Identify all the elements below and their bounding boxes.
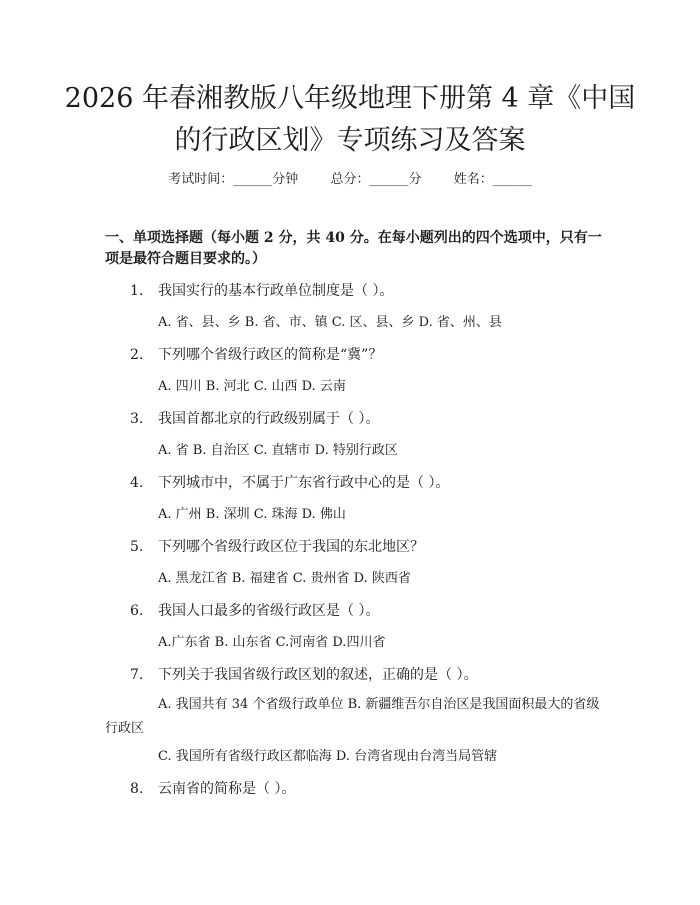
question-2-options: A. 四川 B. 河北 C. 山西 D. 云南 bbox=[158, 379, 346, 394]
page-title: 2026 年春湘教版八年级地理下册第 4 章《中国的行政区划》专项练习及答案 bbox=[64, 83, 636, 156]
question-text: 下列哪个省级行政区位于我国的东北地区？ bbox=[158, 539, 424, 555]
question-number: 2. bbox=[130, 347, 144, 363]
exam-meta bbox=[0, 168, 700, 187]
question-number: 4. bbox=[130, 475, 144, 491]
student-name-label: 姓名：______ bbox=[453, 172, 532, 187]
question-text: 云南省的简称是（ ）。 bbox=[158, 781, 296, 797]
question-8 bbox=[130, 779, 295, 799]
question-6-options: A.广东省 B. 山东省 C.河南省 D.四川省 bbox=[158, 635, 386, 650]
question-1 bbox=[130, 281, 393, 301]
question-7 bbox=[130, 665, 477, 685]
question-3 bbox=[130, 409, 379, 429]
question-6 bbox=[130, 601, 379, 621]
exam-time-label: 考试时间：______分钟 bbox=[168, 172, 299, 187]
question-4 bbox=[130, 473, 449, 493]
question-5 bbox=[130, 537, 424, 557]
question-7-options-cd: C. 我国所有省级行政区都临海 D. 台湾省现由台湾当局管辖 bbox=[158, 749, 498, 764]
question-number: 5. bbox=[130, 539, 144, 555]
question-number: 8. bbox=[130, 781, 144, 797]
question-text: 下列城市中，不属于广东省行政中心的是（ ）。 bbox=[158, 475, 450, 491]
question-number: 3. bbox=[130, 411, 144, 427]
question-5-options: A. 黑龙江省 B. 福建省 C. 贵州省 D. 陕西省 bbox=[158, 571, 411, 586]
question-text: 我国人口最多的省级行政区是（ ）。 bbox=[158, 603, 380, 619]
question-text: 下列哪个省级行政区的简称是“冀”？ bbox=[158, 347, 383, 363]
section-heading: 一、单项选择题（每小题 2 分，共 40 分。在每小题列出的四个选项中，只有一项是最符合题目要求的。） bbox=[105, 230, 602, 267]
question-4-options: A. 广州 B. 深圳 C. 珠海 D. 佛山 bbox=[158, 507, 346, 522]
question-7-options-ab: A. 我国共有 34 个省级行政单位 B. 新疆维吾尔自治区是我国面积最大的省级行政区 bbox=[105, 697, 600, 736]
question-3-options: A. 省 B. 自治区 C. 直辖市 D. 特别行政区 bbox=[158, 443, 398, 458]
question-number: 6. bbox=[130, 603, 144, 619]
total-score-label: 总分：______分 bbox=[330, 172, 422, 187]
question-1-options: A. 省、县、乡 B. 省、市、镇 C. 区、县、乡 D. 省、州、县 bbox=[158, 315, 502, 330]
question-text: 我国实行的基本行政单位制度是（ ）。 bbox=[158, 283, 394, 299]
question-2 bbox=[130, 345, 382, 365]
question-text: 下列关于我国省级行政区划的叙述，正确的是（ ）。 bbox=[158, 667, 478, 683]
question-number: 1. bbox=[130, 283, 144, 299]
question-text: 我国首都北京的行政级别属于（ ）。 bbox=[158, 411, 380, 427]
question-number: 7. bbox=[130, 667, 144, 683]
